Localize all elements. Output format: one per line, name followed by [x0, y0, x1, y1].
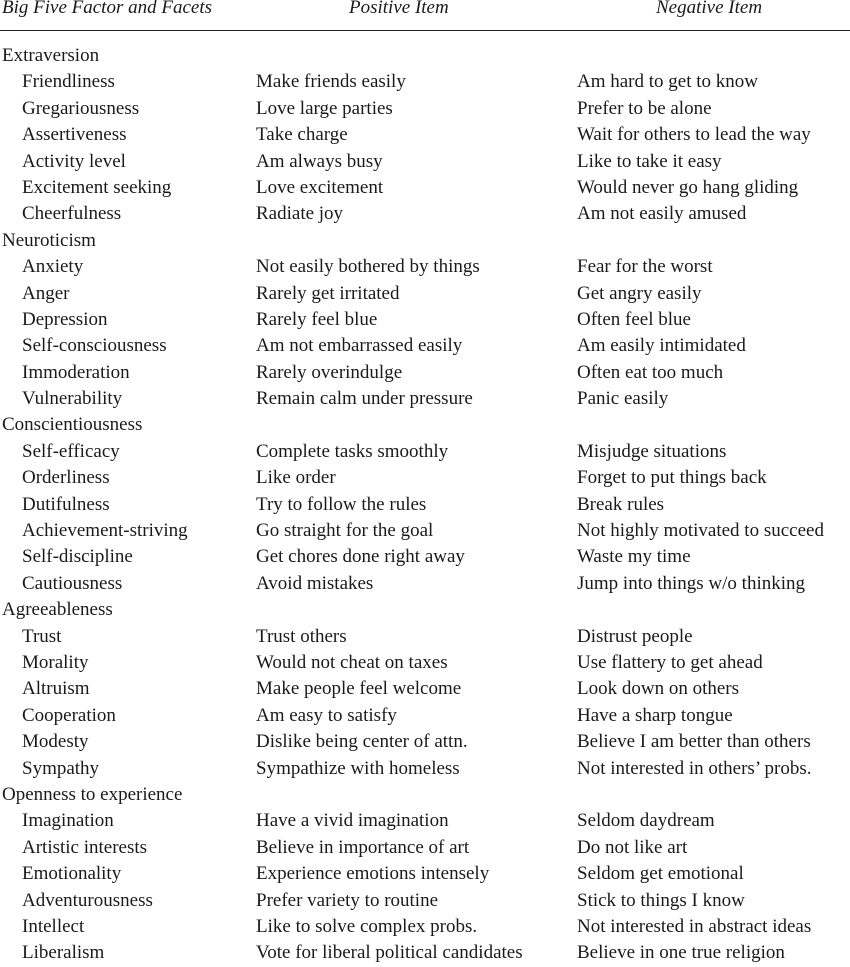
- factor-label: Extraversion: [2, 45, 100, 66]
- table-body: [0, 31, 850, 967]
- facet-cell: Self-discipline: [22, 546, 133, 568]
- table-row: [0, 96, 850, 122]
- negative-item-cell: Like to take it easy: [577, 150, 722, 172]
- table-row: [0, 914, 850, 940]
- table-row: [0, 808, 850, 834]
- positive-item-cell: Trust others: [256, 625, 347, 647]
- positive-item-cell: Rarely get irritated: [256, 282, 400, 304]
- positive-item-cell: Am always busy: [256, 150, 383, 172]
- positive-item-cell: Believe in importance of art: [256, 836, 470, 858]
- negative-item-cell: Do not like art: [577, 836, 688, 858]
- factor-label: Openness to experience: [2, 783, 183, 805]
- facet-cell: Dutifulness: [22, 493, 110, 515]
- table-row: [0, 201, 850, 227]
- positive-item-cell: Love large parties: [256, 97, 393, 119]
- table-row: [0, 624, 850, 650]
- negative-item-cell: Am not easily amused: [577, 203, 747, 225]
- table-row: [0, 69, 850, 95]
- negative-item-cell: Break rules: [577, 493, 665, 515]
- negative-item-cell: Seldom get emotional: [577, 863, 744, 885]
- negative-item-cell: Have a sharp tongue: [577, 704, 733, 726]
- table-row: [0, 360, 850, 386]
- facet-cell: Vulnerability: [22, 388, 123, 410]
- factor-label: Agreeableness: [2, 599, 113, 621]
- facet-cell: Achievement-striving: [22, 520, 188, 542]
- negative-item-cell: Believe I am better than others: [577, 731, 811, 753]
- table-row: [0, 703, 850, 729]
- negative-item-cell: Believe in one true religion: [577, 942, 785, 964]
- table-row: [0, 729, 850, 755]
- negative-item-cell: Panic easily: [577, 388, 669, 410]
- factor-label: Conscientiousness: [2, 414, 143, 436]
- facet-cell: Depression: [22, 308, 108, 330]
- table-row: [0, 835, 850, 861]
- positive-item-cell: Experience emotions intensely: [256, 863, 490, 885]
- facet-cell: Artistic interests: [22, 836, 148, 858]
- positive-item-cell: Rarely overindulge: [256, 361, 403, 383]
- facet-cell: Liberalism: [22, 942, 105, 964]
- negative-item-cell: Not interested in abstract ideas: [577, 915, 812, 937]
- table-row: [0, 281, 850, 307]
- positive-item-cell: Vote for liberal political candidates: [256, 942, 523, 964]
- negative-item-cell: Prefer to be alone: [577, 97, 712, 119]
- facet-cell: Altruism: [22, 678, 90, 700]
- facet-cell: Excitement seeking: [22, 176, 172, 198]
- positive-item-cell: Would not cheat on taxes: [256, 651, 448, 673]
- positive-item-cell: Not easily bothered by things: [256, 256, 480, 278]
- table-row: [0, 650, 850, 676]
- facet-cell: Gregariousness: [22, 97, 140, 119]
- positive-item-cell: Go straight for the goal: [256, 520, 434, 542]
- negative-item-cell: Often eat too much: [577, 361, 724, 383]
- table-row: [0, 518, 850, 544]
- facet-cell: Trust: [22, 625, 62, 647]
- positive-item-cell: Get chores done right away: [256, 546, 465, 568]
- positive-item-cell: Complete tasks smoothly: [256, 440, 449, 462]
- facet-cell: Cooperation: [22, 704, 116, 726]
- positive-item-cell: Prefer variety to routine: [256, 889, 439, 911]
- positive-item-cell: Rarely feel blue: [256, 308, 378, 330]
- negative-item-cell: Waste my time: [577, 546, 691, 568]
- table-row: [0, 492, 850, 518]
- facet-cell: Self-consciousness: [22, 335, 167, 357]
- table-row: [0, 307, 850, 333]
- negative-item-cell: Forget to put things back: [577, 467, 767, 489]
- negative-item-cell: Misjudge situations: [577, 440, 727, 462]
- facet-cell: Cautiousness: [22, 572, 123, 594]
- table-row: [0, 676, 850, 702]
- positive-item-cell: Love excitement: [256, 176, 384, 198]
- table-row: [0, 175, 850, 201]
- negative-item-cell: Am hard to get to know: [577, 71, 759, 93]
- table-row: [0, 888, 850, 914]
- positive-item-cell: Sympathize with homeless: [256, 757, 460, 779]
- negative-item-cell: Wait for others to lead the way: [577, 124, 811, 146]
- table-row: [0, 756, 850, 782]
- facet-cell: Sympathy: [22, 757, 100, 779]
- facet-cell: Assertiveness: [22, 124, 127, 146]
- negative-item-cell: Seldom daydream: [577, 810, 715, 832]
- negative-item-cell: Distrust people: [577, 625, 693, 647]
- table-row: [0, 571, 850, 597]
- table-row: [0, 544, 850, 570]
- negative-item-cell: Jump into things w/o thinking: [577, 572, 806, 594]
- header-positive: Positive Item: [349, 0, 449, 18]
- positive-item-cell: Make people feel welcome: [256, 678, 462, 700]
- positive-item-cell: Like to solve complex probs.: [256, 915, 478, 937]
- table-row: [0, 439, 850, 465]
- positive-item-cell: Try to follow the rules: [256, 493, 427, 515]
- facet-cell: Anxiety: [22, 256, 84, 278]
- table-row: [0, 254, 850, 280]
- positive-item-cell: Remain calm under pressure: [256, 388, 473, 410]
- positive-item-cell: Like order: [256, 467, 336, 489]
- facet-cell: Morality: [22, 651, 89, 673]
- negative-item-cell: Get angry easily: [577, 282, 702, 304]
- facet-cell: Modesty: [22, 731, 89, 753]
- factor-row: [0, 412, 850, 438]
- table-row: [0, 465, 850, 491]
- factor-row: [0, 597, 850, 623]
- factor-row: [0, 228, 850, 254]
- positive-item-cell: Am not embarrassed easily: [256, 335, 463, 357]
- positive-item-cell: Am easy to satisfy: [256, 704, 397, 726]
- table-row: [0, 333, 850, 359]
- facet-cell: Emotionality: [22, 863, 122, 885]
- facet-cell: Orderliness: [22, 467, 110, 489]
- table-row: [0, 861, 850, 887]
- facet-cell: Adventurousness: [22, 889, 153, 911]
- factor-row: [0, 782, 850, 808]
- negative-item-cell: Fear for the worst: [577, 256, 713, 278]
- negative-item-cell: Often feel blue: [577, 308, 691, 330]
- positive-item-cell: Take charge: [256, 124, 348, 146]
- negative-item-cell: Not interested in others’ probs.: [577, 757, 812, 779]
- positive-item-cell: Radiate joy: [256, 203, 344, 225]
- facet-cell: Activity level: [22, 150, 126, 172]
- facet-cell: Anger: [22, 282, 70, 304]
- positive-item-cell: Have a vivid imagination: [256, 810, 449, 832]
- header-negative: Negative Item: [656, 0, 763, 18]
- facet-cell: Immoderation: [22, 361, 130, 383]
- table-header: [0, 0, 850, 31]
- negative-item-cell: Am easily intimidated: [577, 335, 746, 357]
- negative-item-cell: Use flattery to get ahead: [577, 651, 763, 673]
- facet-cell: Self-efficacy: [22, 440, 120, 462]
- positive-item-cell: Dislike being center of attn.: [256, 731, 468, 753]
- factor-label: Neuroticism: [2, 229, 96, 251]
- table-row: [0, 122, 850, 148]
- facet-cell: Imagination: [22, 810, 114, 832]
- negative-item-cell: Not highly motivated to succeed: [577, 520, 824, 542]
- positive-item-cell: Avoid mistakes: [256, 572, 374, 594]
- positive-item-cell: Make friends easily: [256, 71, 406, 93]
- table-row: [0, 386, 850, 412]
- facet-cell: Intellect: [22, 915, 85, 937]
- header-factor: Big Five Factor and Facets: [2, 0, 212, 18]
- table-row: [0, 149, 850, 175]
- negative-item-cell: Look down on others: [577, 678, 740, 700]
- facet-cell: Friendliness: [22, 71, 115, 93]
- factor-row: [0, 43, 850, 69]
- negative-item-cell: Would never go hang gliding: [577, 176, 799, 198]
- facet-cell: Cheerfulness: [22, 203, 122, 225]
- negative-item-cell: Stick to things I know: [577, 889, 745, 911]
